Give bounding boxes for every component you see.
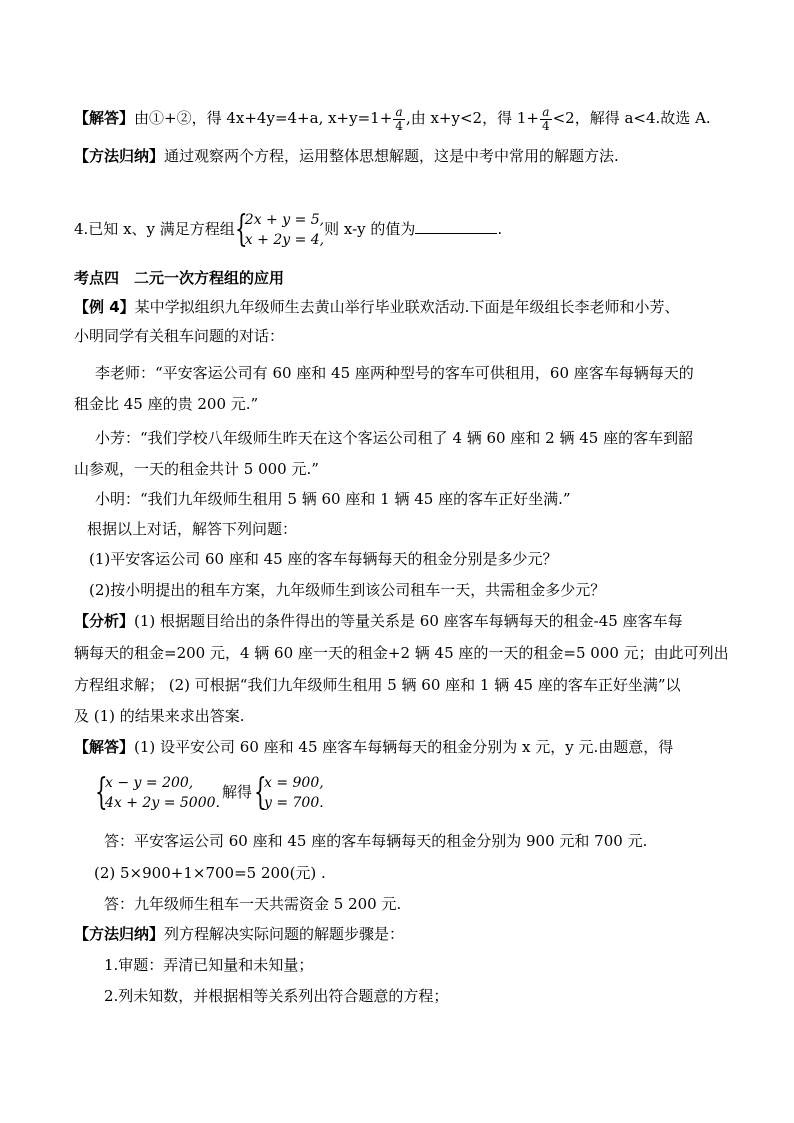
step-1: 1.审题：弄清已知量和未知量； <box>104 956 314 974</box>
q4-suffix: 则 x-y 的值为 <box>324 220 416 238</box>
fraction-a-over-4: $\frac{a}{4}$ <box>395 104 403 133</box>
equation-system-q4: { 2x + y = 5, x + 2y = 4, <box>234 209 325 250</box>
solution-label: 【解答】 <box>74 738 135 756</box>
answer-line <box>74 104 711 133</box>
teacher-line1: 李老师：“平安客运公司有 60 座和 45 座两种型号的客车可供租用，60 座客车每辆每天的 <box>95 364 694 382</box>
example4-line1: 【例 4】某中学拟组织九年级师生去黄山举行毕业联欢活动.下面是年级组长李老师和小芳、 <box>74 298 680 316</box>
q4-prefix: 4.已知 x、y 满足方程组 <box>74 220 235 238</box>
analysis-label: 【分析】 <box>74 612 135 630</box>
q4-eq2: x + 2y = 4, <box>244 232 325 248</box>
question-1: (1)平安客运公司 60 座和 45 座的客车每辆每天的租金分别是多少元？ <box>89 550 558 568</box>
ask-line: 根据以上对话，解答下列问题： <box>87 520 298 538</box>
q4-eq1: 2x + y = 5, <box>244 212 325 228</box>
equation-system-setup: { x − y = 200, 4x + 2y = 5000. <box>95 772 220 813</box>
example-label: 【例 4】 <box>74 298 135 316</box>
question-4: 4.已知 x、y 满足方程组 { 2x + y = 5, x + 2y = 4, 则 x-y 的值为 . <box>74 209 503 250</box>
method-summary-2: 【方法归纳】列方程解决实际问题的解题步骤是： <box>74 925 405 943</box>
answer-label: 【解答】 <box>74 109 135 127</box>
answer-text-1: 由①+②，得 4x+4y=4+a, x+y=1+ <box>134 109 393 127</box>
fraction-a-over-4-second: $\frac{a}{4}$ <box>541 104 550 133</box>
step-2: 2.列未知数，并根据相等关系列出符合题意的方程； <box>104 987 449 1005</box>
solution-line1: 【解答】(1) 设平安公司 60 座和 45 座客车每辆每天的租金分别为 x 元，y 元.由题意，得 <box>74 738 674 756</box>
method-summary-1 <box>74 146 619 166</box>
analysis-line4: 及 (1) 的结果来求出答案. <box>74 707 245 725</box>
section-title: 考点四 二元一次方程组的应用 <box>74 269 285 287</box>
analysis-line3: 方程组求解； (2) 可根据“我们九年级师生租用 5 辆 60 座和 1 辆 45 座的客车正好坐满”以 <box>74 676 681 694</box>
method-label-2: 【方法归纳】 <box>74 925 165 943</box>
answer-text-3: <2，解得 a<4.故选 A. <box>552 109 711 127</box>
answer-2: 答：九年级师生租车一天共需资金 5 200 元. <box>104 895 402 913</box>
solve-word: 解得 <box>221 783 252 801</box>
equation-system-result: { x = 900, y = 700. <box>253 772 324 813</box>
answer-text-2: ,由 x+y<2，得 1+ <box>405 109 539 127</box>
answer-blank[interactable] <box>415 219 497 234</box>
xiaoming-line: 小明：“我们九年级师生租用 5 辆 60 座和 1 辆 45 座的客车正好坐满.” <box>95 490 571 508</box>
teacher-line2: 租金比 45 座的贵 200 元.” <box>74 395 259 413</box>
analysis-line1: 【分析】(1) 根据题目给出的条件得出的等量关系是 60 座客车每辆每天的租金-45 座客车每 <box>74 612 683 630</box>
calculation-2: (2) 5×900+1×700=5 200(元) . <box>94 864 326 882</box>
xiaofang-line1: 小芳：“我们学校八年级师生昨天在这个客运公司租了 4 辆 60 座和 2 辆 45 座的客车到韶 <box>95 429 694 447</box>
question-2: (2)按小明提出的租车方案，九年级师生到该公司租车一天，共需租金多少元？ <box>89 581 606 599</box>
method-text: 通过观察两个方程，运用整体思想解题，这是中考中常用的解题方法. <box>164 147 619 165</box>
answer-1: 答：平安客运公司 60 座和 45 座的客车每辆每天的租金分别为 900 元和 700 元. <box>104 832 648 850</box>
example4-line2: 小明同学有关租车问题的对话： <box>74 327 285 345</box>
solution-systems <box>95 772 324 813</box>
method-label: 【方法归纳】 <box>74 147 165 165</box>
xiaofang-line2: 山参观，一天的租金共计 5 000 元.” <box>74 460 319 478</box>
analysis-line2: 辆每天的租金=200 元，4 辆 60 座一天的租金+2 辆 45 座的一天的租金=5 000 元；由此可列出 <box>74 644 729 662</box>
